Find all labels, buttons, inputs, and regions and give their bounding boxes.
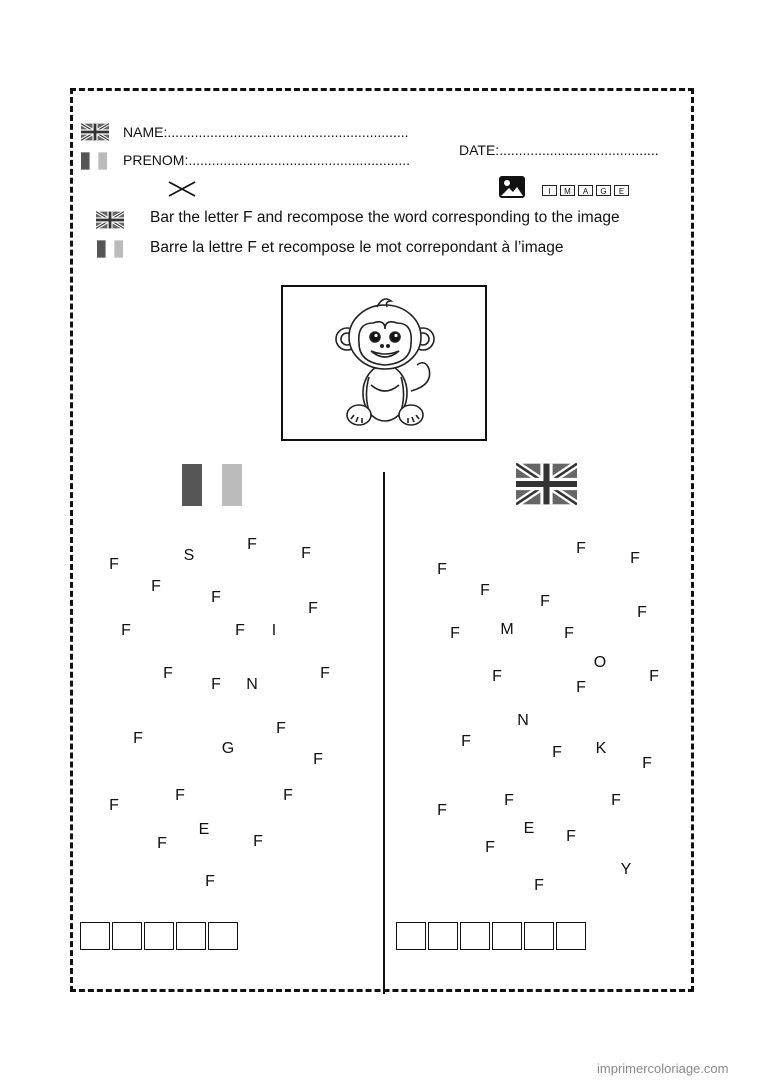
- scattered-letter[interactable]: N: [517, 712, 529, 729]
- scattered-letter[interactable]: F: [211, 589, 221, 606]
- scattered-letter[interactable]: F: [492, 668, 502, 685]
- scattered-letter[interactable]: F: [564, 625, 574, 642]
- scattered-letter[interactable]: F: [576, 540, 586, 557]
- scattered-letter[interactable]: F: [301, 545, 311, 562]
- instruction-french: Barre la lettre F et recompose le mot correpondant à l’image: [150, 239, 564, 256]
- scattered-letter[interactable]: F: [540, 593, 550, 610]
- scattered-letter[interactable]: O: [593, 654, 607, 671]
- scattered-letter[interactable]: F: [320, 665, 330, 682]
- scattered-letter[interactable]: Y: [620, 861, 632, 878]
- date-field-label: DATE:.........................................: [459, 142, 659, 158]
- english-answer-boxes: [396, 922, 588, 950]
- monkey-illustration: [335, 293, 435, 435]
- picture-frame: [281, 285, 487, 441]
- scattered-letter[interactable]: F: [133, 730, 143, 747]
- scissors-icon: [167, 180, 197, 198]
- footer-site: imprimercoloriage.com: [597, 1061, 729, 1076]
- answer-box[interactable]: [524, 922, 554, 950]
- answer-box[interactable]: [428, 922, 458, 950]
- answer-box[interactable]: [80, 922, 110, 950]
- scattered-letter[interactable]: F: [235, 622, 245, 639]
- scattered-letter[interactable]: F: [308, 600, 318, 617]
- scattered-letter[interactable]: F: [313, 751, 323, 768]
- scattered-letter[interactable]: S: [183, 547, 195, 564]
- scattered-letter[interactable]: F: [151, 578, 161, 595]
- france-flag-icon: [81, 152, 107, 170]
- scattered-letter[interactable]: F: [534, 877, 544, 894]
- scattered-letter[interactable]: F: [637, 604, 647, 621]
- scattered-letter[interactable]: F: [611, 792, 621, 809]
- scattered-letter[interactable]: G: [221, 740, 235, 757]
- scattered-letter[interactable]: F: [205, 873, 215, 890]
- scattered-letter[interactable]: E: [198, 821, 210, 838]
- scattered-letter[interactable]: F: [485, 839, 495, 856]
- answer-box[interactable]: [492, 922, 522, 950]
- scattered-letter[interactable]: F: [253, 833, 263, 850]
- scattered-letter[interactable]: F: [109, 797, 119, 814]
- scattered-letter[interactable]: F: [504, 792, 514, 809]
- scattered-letter[interactable]: F: [247, 536, 257, 553]
- uk-flag-icon: [96, 211, 124, 229]
- scattered-letter[interactable]: F: [642, 755, 652, 772]
- answer-box[interactable]: [208, 922, 238, 950]
- answer-box[interactable]: [112, 922, 142, 950]
- scattered-letter[interactable]: F: [211, 676, 221, 693]
- scattered-letter[interactable]: I: [271, 622, 277, 639]
- image-tile: I: [542, 185, 557, 196]
- scattered-letter[interactable]: E: [523, 820, 535, 837]
- uk-flag-icon: [81, 123, 109, 141]
- image-icon: [499, 176, 525, 198]
- image-letter-tiles: [542, 185, 629, 196]
- scattered-letter[interactable]: F: [109, 556, 119, 573]
- scattered-letter[interactable]: F: [276, 720, 286, 737]
- scattered-letter[interactable]: F: [576, 679, 586, 696]
- scattered-letter[interactable]: F: [437, 802, 447, 819]
- answer-box[interactable]: [176, 922, 206, 950]
- scattered-letter[interactable]: F: [450, 625, 460, 642]
- france-flag-icon: [182, 464, 242, 506]
- scattered-letter[interactable]: F: [649, 668, 659, 685]
- prenom-field-label: PRENOM:.........................................................: [123, 152, 411, 168]
- answer-box[interactable]: [396, 922, 426, 950]
- scattered-letter[interactable]: N: [246, 676, 258, 693]
- scattered-letter[interactable]: F: [461, 733, 471, 750]
- image-tile: G: [596, 185, 611, 196]
- instruction-english: Bar the letter F and recompose the word corresponding to the image: [150, 209, 620, 226]
- scattered-letter[interactable]: F: [552, 744, 562, 761]
- scattered-letter[interactable]: K: [595, 740, 607, 757]
- scattered-letter[interactable]: F: [480, 582, 490, 599]
- uk-flag-icon: [516, 463, 577, 505]
- scattered-letter[interactable]: F: [157, 835, 167, 852]
- french-answer-boxes: [80, 922, 240, 950]
- answer-box[interactable]: [144, 922, 174, 950]
- column-divider: [383, 472, 385, 994]
- scattered-letter[interactable]: F: [121, 622, 131, 639]
- image-tile: M: [560, 185, 575, 196]
- answer-box[interactable]: [460, 922, 490, 950]
- france-flag-icon: [97, 240, 123, 258]
- name-field-label: NAME:..............................................................: [123, 124, 409, 140]
- scattered-letter[interactable]: F: [437, 561, 447, 578]
- scattered-letter[interactable]: F: [566, 828, 576, 845]
- image-tile: E: [614, 185, 629, 196]
- scattered-letter[interactable]: M: [500, 621, 514, 638]
- scattered-letter[interactable]: F: [630, 550, 640, 567]
- scattered-letter[interactable]: F: [283, 787, 293, 804]
- scattered-letter[interactable]: F: [163, 665, 173, 682]
- scattered-letter[interactable]: F: [175, 787, 185, 804]
- image-tile: A: [578, 185, 593, 196]
- answer-box[interactable]: [556, 922, 586, 950]
